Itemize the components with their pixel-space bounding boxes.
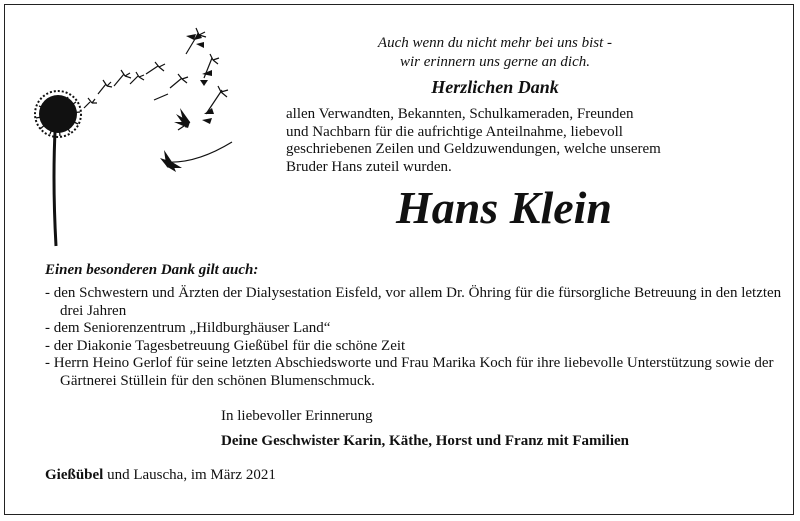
deceased-name: Hans Klein	[396, 182, 613, 233]
dandelion-icon	[26, 14, 246, 249]
place-date-rest: und Lauscha, im März 2021	[103, 467, 276, 483]
list-item: - den Schwestern und Ärzten der Dialysestation Eisfeld, vor allem Dr. Öhring für die fürsorgliche Betreuung in den letzten drei Jahren	[45, 285, 785, 320]
closing-line: In liebevoller Erinnerung	[221, 408, 373, 424]
quote-line-1: Auch wenn du nicht mehr bei uns bist -	[377, 35, 613, 51]
family-signature: Deine Geschwister Karin, Käthe, Horst und Franz mit Familien	[221, 433, 630, 449]
place-date	[45, 467, 276, 484]
thanks-line: allen Verwandten, Bekannten, Schulkameraden, Freunden	[286, 106, 634, 122]
quote-line-2: wir erinnern uns gerne an dich.	[400, 54, 590, 70]
thanks-line: geschriebenen Zeilen und Geldzuwendungen, welche unserem	[286, 141, 661, 157]
special-thanks-list	[45, 285, 785, 391]
thanks-paragraph	[286, 106, 776, 176]
thanks-heading: Herzlichen Dank	[431, 77, 559, 97]
list-item: - Herrn Heino Gerlof für seine letzten Abschiedsworte und Frau Marika Koch für ihre liebevolle Unterstützung sowie der Gärtnerei Stüllein für den schönen Blumenschmuck.	[45, 355, 785, 390]
list-item: - dem Seniorenzentrum „Hildburghäuser Land“	[45, 320, 785, 338]
thanks-line: und Nachbarn für die aufrichtige Anteilnahme, liebevoll	[286, 123, 623, 140]
special-thanks-title: Einen besonderen Dank gilt auch:	[45, 262, 259, 278]
list-item: - der Diakonie Tagesbetreuung Gießübel für die schöne Zeit	[45, 338, 785, 356]
place-town: Gießübel	[45, 467, 104, 483]
thanks-line: Bruder Hans zuteil wurden.	[286, 158, 452, 175]
memorial-quote	[330, 34, 660, 72]
